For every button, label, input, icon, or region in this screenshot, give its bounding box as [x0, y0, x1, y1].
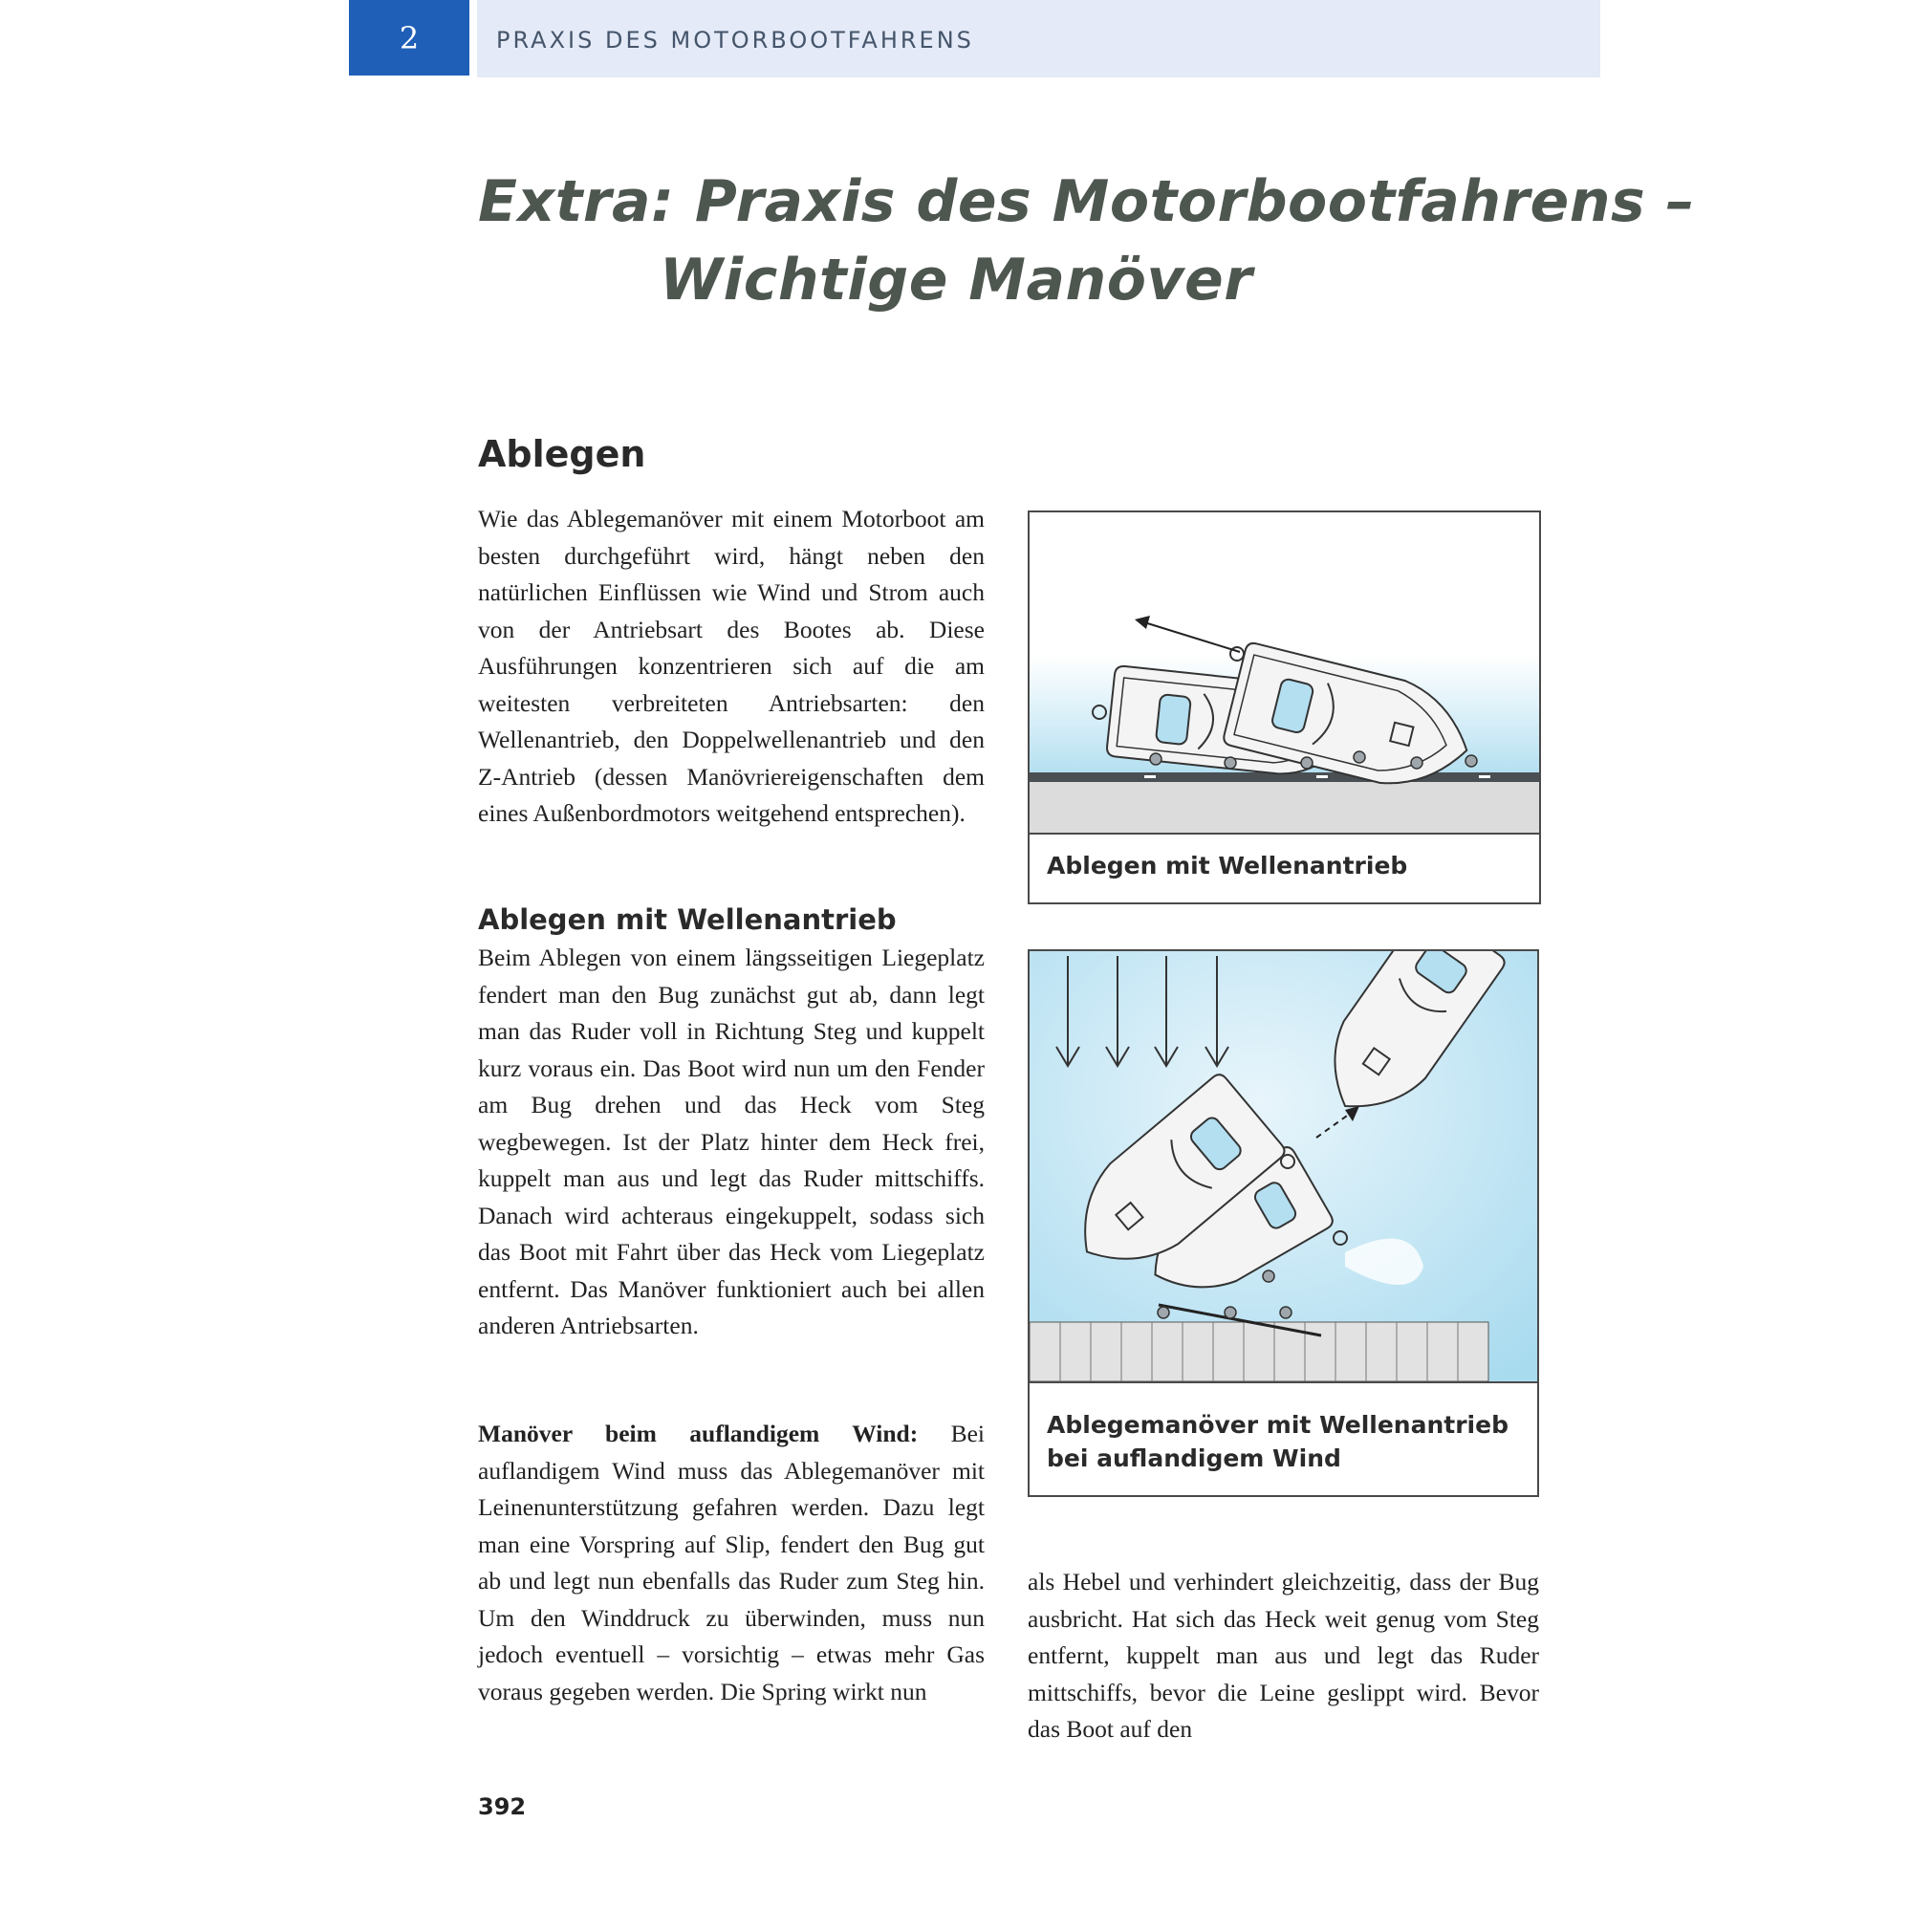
chapter-number: 2: [399, 19, 420, 56]
chapter-number-box: [349, 0, 469, 76]
page-title-line-1: Extra: Praxis des Motorbootfahrens –: [478, 168, 1696, 235]
wind-paragraph-lead: Manöver beim auflandigem Wind:: [478, 1420, 919, 1447]
subheading-wellenantrieb: Ablegen mit Wellenantrieb: [478, 903, 897, 936]
figure-caption: Ablegen mit Wellenantrieb: [1047, 852, 1408, 879]
caption-divider: [1030, 1381, 1537, 1383]
boat-diagram-icon: [1030, 512, 1539, 833]
figure-ablegen-wellenantrieb: [1028, 510, 1541, 904]
page-number: 392: [478, 1793, 527, 1820]
running-head: PRAXIS DES MOTORBOOTFAHRENS: [496, 27, 974, 54]
figure-ablegen-auflandig: [1028, 949, 1539, 1497]
section-heading: Ablegen: [478, 433, 646, 475]
continuation-paragraph: als Hebel und verhindert gleichzeitig, dass der Bug ausbricht. Hat sich das Heck weit genug vom Steg entfernt, kuppelt man aus und legt das Ruder mittschiffs, bevor die Leine geslippt wird. Bevor das Boot auf den: [1028, 1568, 1539, 1743]
wellenantrieb-paragraph: Beim Ablegen von einem längsseitigen Liegeplatz fendert man den Bug zunächst gut ab, dann legt man das Ruder voll in Richtung Steg und kuppelt kurz voraus ein. Das Boot wird nun um den Fender am Bug drehen und das Heck vom Steg wegbewegen. Ist der Platz hinter dem Heck frei, kuppelt man aus und legt das Ruder mittschiffs. Danach wird achteraus eingekuppelt, sodass sich das Boot mit Fahrt über das Heck vom Liegeplatz entfernt. Das Manöver funktioniert auch bei allen anderen Antriebsarten.: [478, 944, 985, 1339]
wind-paragraph: [478, 1416, 985, 1710]
wind-paragraph-text: Bei auflandigem Wind muss das Ablegemanöver mit Leinenunterstützung gefahren werden. Dazu legt man eine Vorspring auf Slip, fendert den Bug gut ab und legt nun ebenfalls das Ruder zum Steg hin. Um den Winddruck zu überwinden, muss nun jedoch eventuell – vorsichtig – etwas mehr Gas voraus gegeben werden. Die Spring wirkt nun: [478, 1420, 985, 1705]
boat-wind-diagram-icon: [1030, 951, 1537, 1381]
intro-paragraph: Wie das Ablegemanöver mit einem Motorboot am besten durchgeführt wird, hängt neben den natürlichen Einflüssen wie Wind und Strom auch von der Antriebsart des Bootes ab. Diese Ausführungen konzentrieren sich auf die am weitesten verbreiteten Antriebsarten: den Wellenantrieb, den Doppelwellenantrieb und den Z-Antrieb (dessen Manövriereigenschaften dem eines Außenbordmotors weitgehend entsprechen).: [478, 505, 985, 827]
figure-caption: Ablegemanöver mit Wellenantrieb bei auflandigem Wind: [1047, 1411, 1509, 1472]
caption-divider: [1030, 833, 1539, 835]
page-title-line-2: Wichtige Manöver: [660, 247, 1253, 314]
